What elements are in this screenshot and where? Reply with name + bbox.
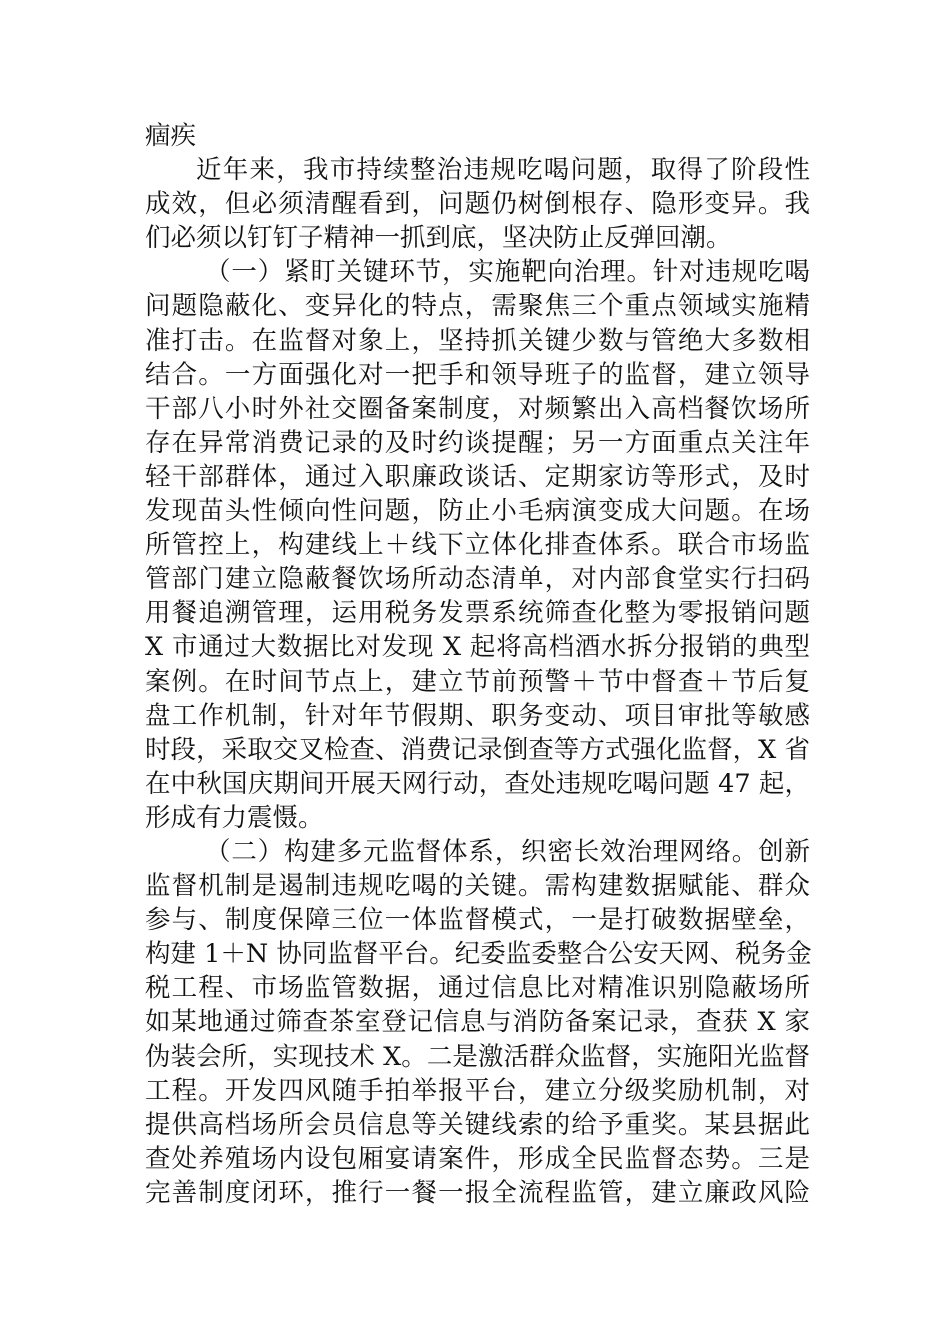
text-line: 监督机制是遏制违规吃喝的关键。需构建数据赋能、群众 xyxy=(145,871,810,902)
text-line: 们必须以钉钉子精神一抓到底，坚决防止反弹回潮。 xyxy=(145,223,732,254)
text-line: 伪装会所，实现技术 X。二是激活群众监督，实施阳光监督 xyxy=(145,1041,810,1072)
text-line: 存在异常消费记录的及时约谈提醒；另一方面重点关注年 xyxy=(145,427,810,458)
text-line: 干部八小时外社交圈备案制度，对频繁出入高档餐饮场所 xyxy=(145,393,810,424)
text-line: 在中秋国庆期间开展天网行动，查处违规吃喝问题 47 起， xyxy=(145,768,810,799)
text-line: 提供高档场所会员信息等关键线索的给予重奖。某县据此 xyxy=(145,1109,810,1140)
text-line: 案例。在时间节点上，建立节前预警＋节中督查＋节后复 xyxy=(145,666,810,697)
text-line: 构建 1＋N 协同监督平台。纪委监委整合公安天网、税务金 xyxy=(145,939,812,970)
text-line: 结合。一方面强化对一把手和领导班子的监督，建立领导 xyxy=(145,359,810,390)
text-line: 完善制度闭环，推行一餐一报全流程监管，建立廉政风险 xyxy=(145,1177,810,1208)
text-line: X 市通过大数据比对发现 X 起将高档酒水拆分报销的典型 xyxy=(145,632,810,663)
text-line: 痼疾 xyxy=(145,121,197,151)
text-line: 参与、制度保障三位一体监督模式，一是打破数据壁垒， xyxy=(145,905,810,936)
text-line: 用餐追溯管理，运用税务发票系统筛查化整为零报销问题 xyxy=(145,598,810,629)
document-body xyxy=(145,119,810,1210)
text-line: 所管控上，构建线上＋线下立体化排查体系。联合市场监 xyxy=(145,530,810,561)
section-heading-line: （二）构建多元监督体系，织密长效治理网络。创新 xyxy=(205,836,810,867)
text-line: 盘工作机制，针对年节假期、职务变动、项目审批等敏感 xyxy=(145,700,810,731)
text-line: 如某地通过筛查茶室登记信息与消防备案记录，查获 X 家 xyxy=(145,1007,810,1038)
text-line: 成效，但必须清醒看到，问题仍树倒根存、隐形变异。我 xyxy=(145,189,810,220)
text-line: 轻干部群体，通过入职廉政谈话、定期家访等形式，及时 xyxy=(145,461,810,492)
text-line: 问题隐蔽化、变异化的特点，需聚焦三个重点领域实施精 xyxy=(145,291,810,322)
text-line: 管部门建立隐蔽餐饮场所动态清单，对内部食堂实行扫码 xyxy=(145,564,810,595)
text-line: 发现苗头性倾向性问题，防止小毛病演变成大问题。在场 xyxy=(145,496,810,527)
text-line: 查处养殖场内设包厢宴请案件，形成全民监督态势。三是 xyxy=(145,1143,810,1174)
paragraph-first-line: 近年来，我市持续整治违规吃喝问题，取得了阶段性 xyxy=(196,155,810,186)
section-heading-line: （一）紧盯关键环节，实施靶向治理。针对违规吃喝 xyxy=(205,257,810,288)
text-line: 工程。开发四风随手拍举报平台，建立分级奖励机制，对 xyxy=(145,1075,810,1106)
text-line: 准打击。在监督对象上，坚持抓关键少数与管绝大多数相 xyxy=(145,325,810,356)
text-line: 时段，采取交叉检查、消费记录倒查等方式强化监督，X 省 xyxy=(145,734,810,765)
text-line: 税工程、市场监管数据，通过信息比对精准识别隐蔽场所 xyxy=(145,973,810,1004)
text-line: 形成有力震慑。 xyxy=(145,802,324,833)
